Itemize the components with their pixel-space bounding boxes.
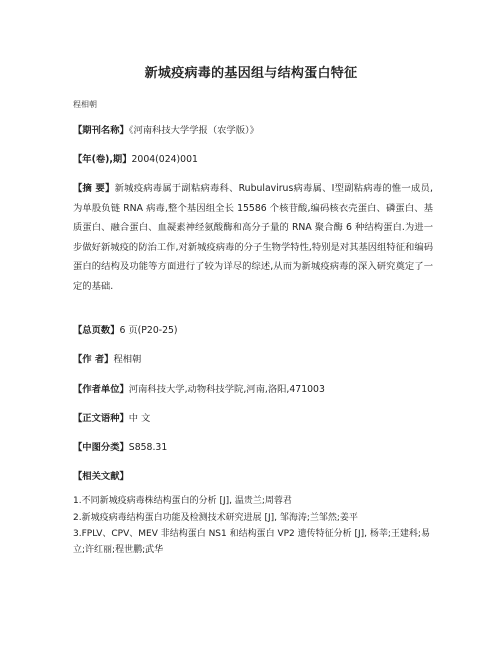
abstract-field [73,179,433,296]
related-doc-item[interactable]: 1.不同新城疫病毒株结构蛋白的分析 [J], 温贵兰;周蓉君 [73,496,292,506]
abstract-text: 新城疫病毒属于副粘病毒科、Rubulavirus病毒属、Ⅰ型副粘病毒的惟一成员,为单股负链 RNA 病毒,整个基因组全长 15586 个核苷酸,编码核衣壳蛋白、磷蛋白、基质蛋白、融合蛋白、血凝素神经氨酸酶和高分子量的 RNA 聚合酶 6 种结构蛋白.为进一步做好新城疫的防治工作,对新城疫病毒的分子生物学特性,特别是对其基因组特征和编码蛋白的结构及功能等方面进行了较为详尽的综述,从而为新城疫病毒的深入研究奠定了一定的基础. [73,183,433,292]
pages-field [73,321,433,341]
language-label: 【正文语种】 [73,413,129,424]
language-field [73,409,433,429]
author-label: 【作 者】 [73,354,114,365]
language-value: 中 文 [128,413,151,424]
author-field [73,350,433,370]
author-value: 程相朝 [113,354,142,365]
year-issue-field [73,150,433,170]
affiliation-label: 【作者单位】 [73,384,129,395]
pages-label: 【总页数】 [73,325,120,336]
related-doc-item[interactable]: 3.FPLV、CPV、MEV 非结构蛋白 NS1 和结构蛋白 VP2 遗传特征分析 [J], 杨莘;王建科;易立;许红丽;程世鹏;武华 [73,529,430,555]
affiliation-value: 河南科技大学,动物科技学院,河南,洛阳,471003 [128,384,325,395]
journal-label: 【期刊名称】 [73,125,129,136]
affiliation-field [73,380,433,400]
related-docs-heading [73,467,433,487]
article-title: 新城疫病毒的基因组与结构蛋白特征 [144,66,358,81]
related-docs-label: 【相关文献】 [73,471,129,482]
clc-value: S858.31 [128,442,168,453]
journal-value: 《河南科技大学学报（农学版）》 [128,125,259,136]
author-byline: 程相朝 [73,100,97,109]
abstract-label: 【摘 要】 [73,183,115,194]
clc-field [73,438,433,458]
year-issue-value: 2004(024)001 [131,154,198,165]
clc-label: 【中图分类】 [73,442,129,453]
journal-field [73,121,433,141]
related-docs-list [73,494,433,559]
year-issue-label: 【年(卷),期】 [73,154,132,165]
related-doc-item[interactable]: 2.新城疫病毒结构蛋白功能及检测技术研究进展 [J], 邹海涛;兰邹然;姜平 [73,512,358,523]
pages-value: 6 页(P20-25) [119,325,178,336]
